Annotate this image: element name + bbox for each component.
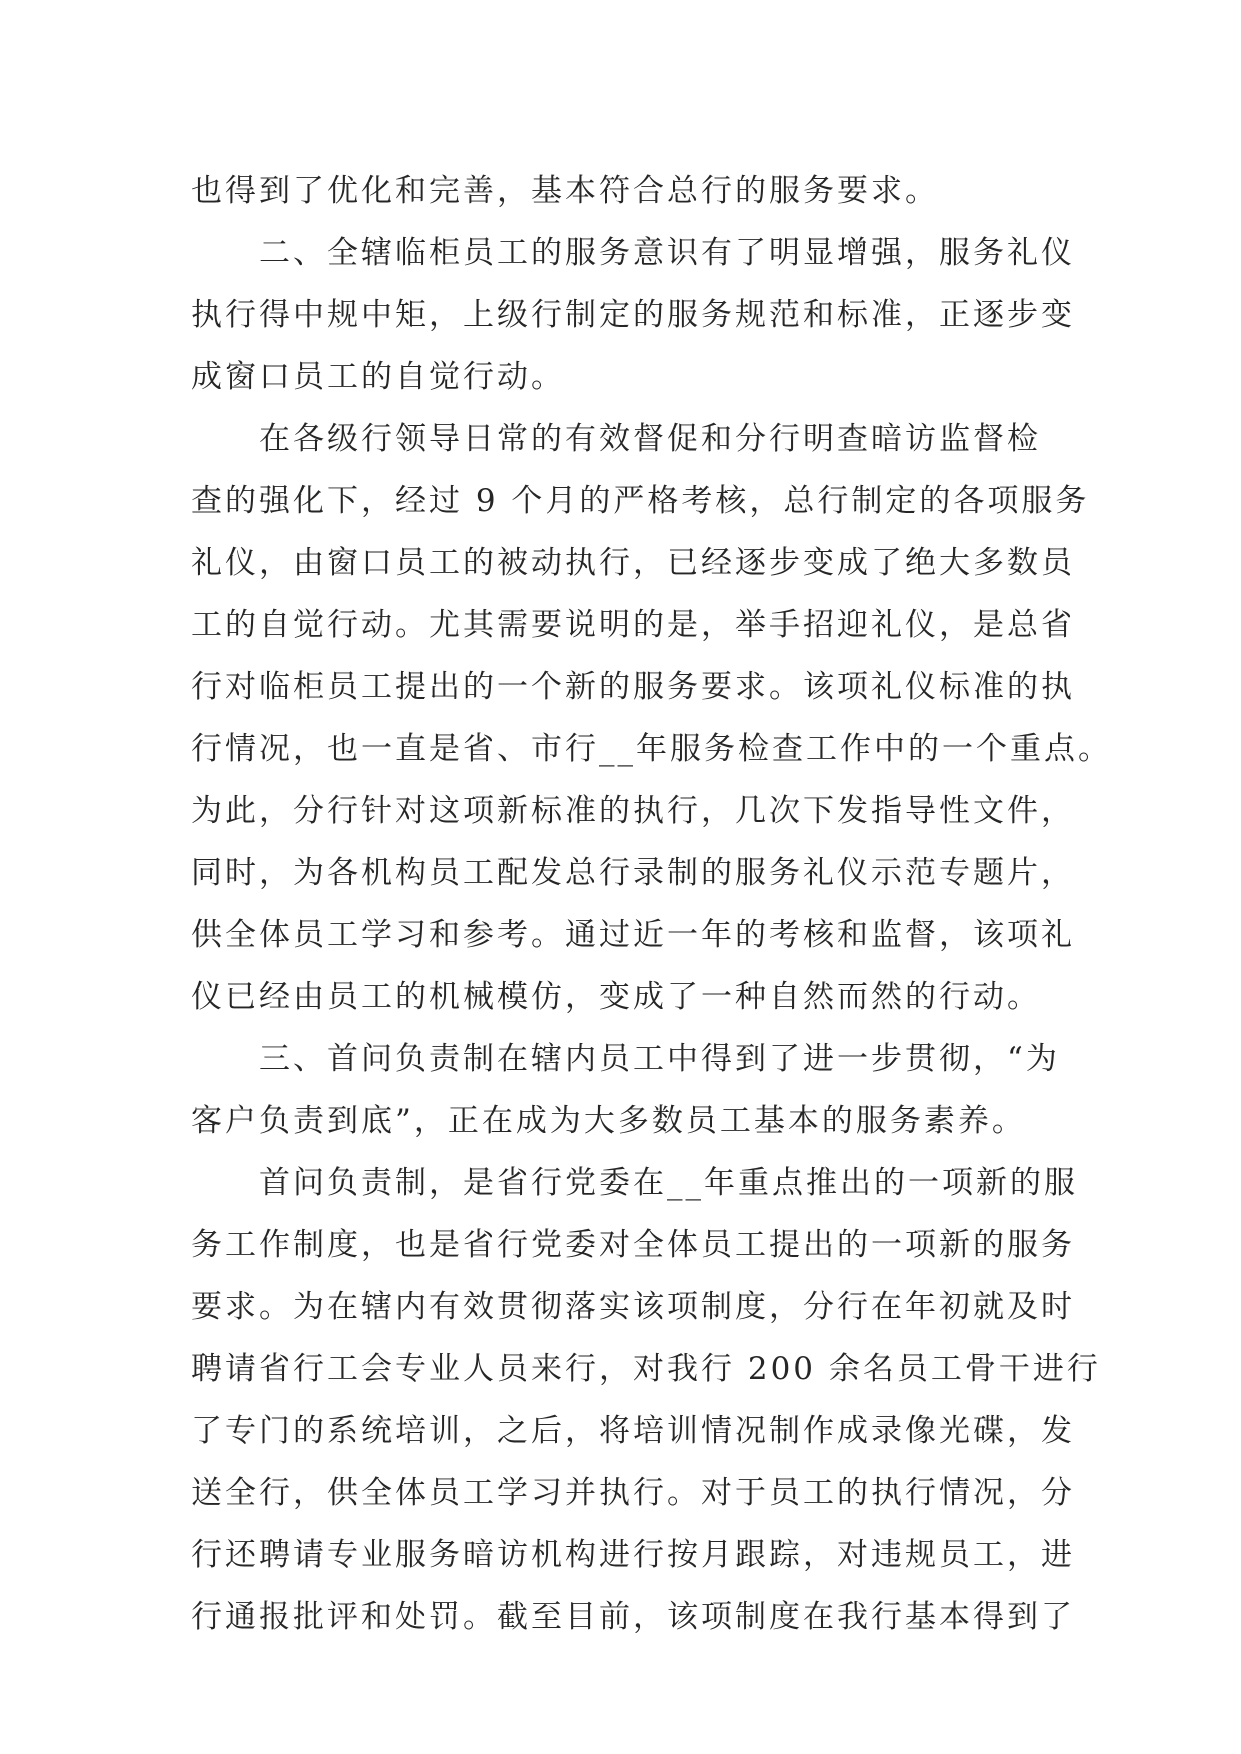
text-line: 在各级行领导日常的有效督促和分行明查暗访监督检 [259,421,1041,457]
text-line: 仪已经由员工的机械模仿，变成了一种自然而然的行动。 [191,979,1041,1015]
text-line: 三、首问负责制在辖内员工中得到了进一步贯彻，“为 [259,1041,1060,1077]
document-body [191,160,1112,1648]
text-line: 行还聘请专业服务暗访机构进行按月跟踪，对违规员工，进 [191,1537,1075,1573]
text-line: 也得到了优化和完善，基本符合总行的服务要求。 [191,173,939,209]
text-line: 客户负责到底”，正在成为大多数员工基本的服务素养。 [191,1103,1026,1139]
text-line: 工的自觉行动。尤其需要说明的是，举手招迎礼仪，是总省 [191,607,1075,643]
text-line: 为此，分行针对这项新标准的执行，几次下发指导性文件， [191,793,1075,829]
text-line: 聘请省行工会专业人员来行，对我行 200 余名员工骨干进行 [191,1351,1101,1387]
text-line: 同时，为各机构员工配发总行录制的服务礼仪示范专题片， [191,855,1075,891]
text-line: 行对临柜员工提出的一个新的服务要求。该项礼仪标准的执 [191,669,1075,705]
text-line: 执行得中规中矩，上级行制定的服务规范和标准，正逐步变 [191,297,1075,333]
text-line: 送全行，供全体员工学习并执行。对于员工的执行情况，分 [191,1475,1075,1511]
text-line: 供全体员工学习和参考。通过近一年的考核和监督，该项礼 [191,917,1075,953]
text-line: 行通报批评和处罚。截至目前，该项制度在我行基本得到了 [191,1599,1075,1635]
text-line: 要求。为在辖内有效贯彻落实该项制度，分行在年初就及时 [191,1289,1075,1325]
text-line: 行情况，也一直是省、市行__年服务检查工作中的一个重点。 [191,731,1112,767]
text-line: 务工作制度，也是省行党委对全体员工提出的一项新的服务 [191,1227,1075,1263]
text-line: 成窗口员工的自觉行动。 [191,359,565,395]
text-line: 礼仪，由窗口员工的被动执行，已经逐步变成了绝大多数员 [191,545,1075,581]
text-line: 了专门的系统培训，之后，将培训情况制作成录像光碟，发 [191,1413,1075,1449]
text-line: 二、全辖临柜员工的服务意识有了明显增强，服务礼仪 [259,235,1075,271]
text-line: 查的强化下，经过 9 个月的严格考核，总行制定的各项服务 [191,483,1090,519]
text-line: 首问负责制，是省行党委在__年重点推出的一项新的服 [259,1165,1078,1201]
